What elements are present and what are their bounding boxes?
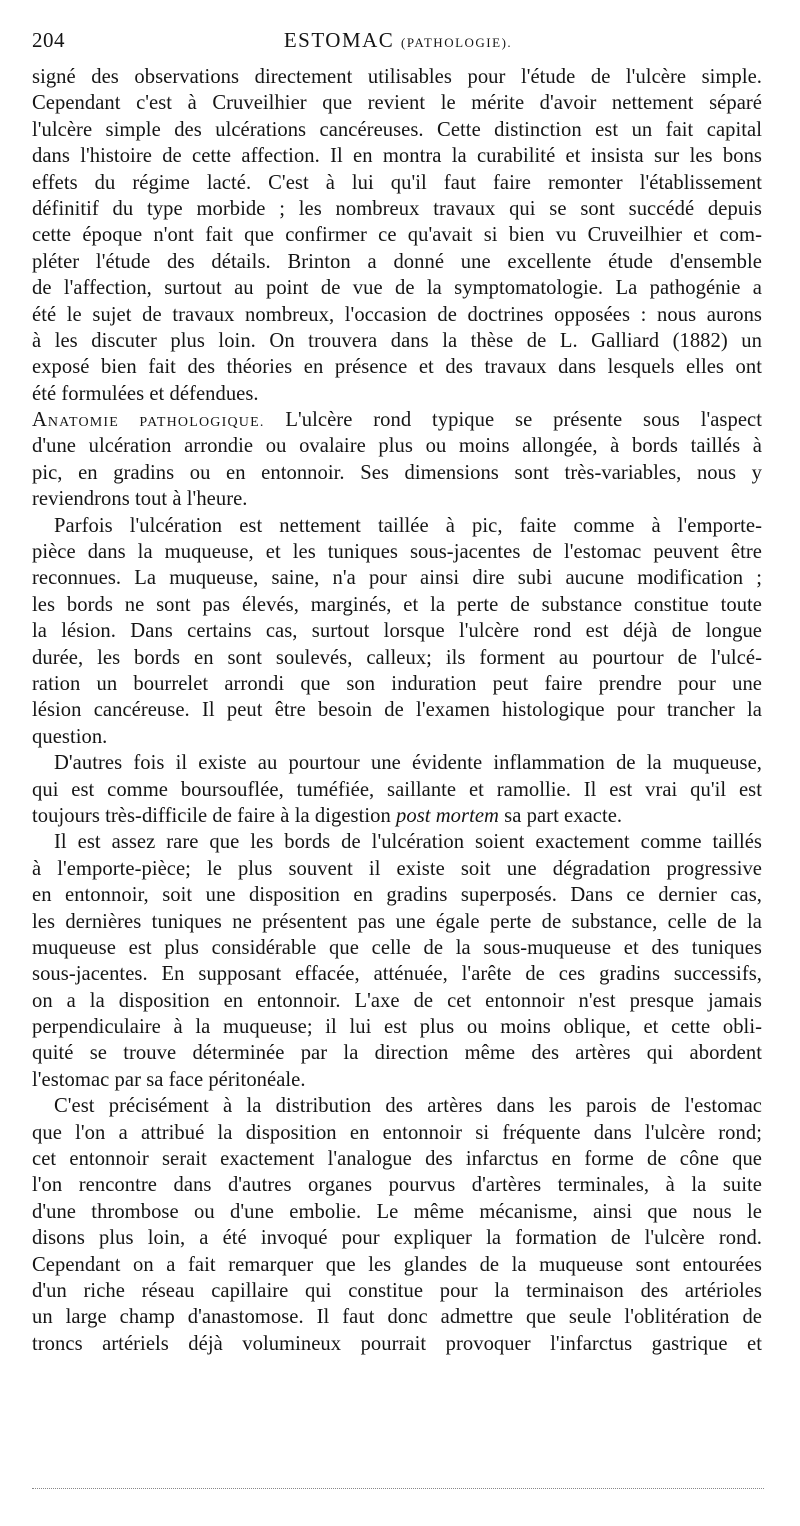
text-line: pléter l'étude des détails. Brinton a donné une excellente étude d'ensemble: [32, 250, 762, 273]
text-line: question.: [32, 725, 108, 748]
italic-phrase: post mortem: [396, 804, 499, 827]
text-line: un large champ d'anastomose. Il faut donc admettre que seule l'oblitération de: [32, 1306, 762, 1329]
text-line: quité se trouve déterminée par la direction même des artères qui abordent: [32, 1042, 762, 1065]
text-line: sous-jacentes. En supposant effacée, atténuée, l'arête de ces gradins successifs,: [32, 963, 762, 986]
page-number: 204: [32, 28, 65, 52]
text-line: lésion cancéreuse. Il peut être besoin de l'examen histologique pour trancher la: [32, 699, 762, 722]
line-text: L'ulcère rond typique se présente sous l'aspect: [264, 409, 762, 432]
running-head-title: ESTOMAC: [283, 28, 395, 52]
text-line: Cependant on a fait remarquer que les glandes de la muqueuse sont entourées: [32, 1253, 762, 1276]
text-line: muqueuse est plus considérable que celle de la sous-muqueuse et des tuniques: [32, 936, 762, 959]
text-line: Cependant c'est à Cruveilhier que revient le mérite d'avoir nettement séparé: [32, 92, 762, 115]
text-line: on a la disposition en entonnoir. L'axe de cet entonnoir n'est presque jamais: [32, 989, 762, 1012]
text-line: Il est assez rare que les bords de l'ulcération soient exactement comme taillés: [54, 831, 762, 854]
text-line: durée, les bords en sont soulevés, calleux; ils forment au pourtour de l'ulcé-: [32, 646, 762, 669]
text-line: C'est précisément à la distribution des artères dans les parois de l'estomac: [54, 1095, 762, 1118]
body-text: [32, 64, 762, 1357]
text-line: les dernières tuniques ne présentent pas une égale perte de substance, celle de la: [32, 910, 762, 933]
text-line: à les discuter plus loin. On trouvera dans la thèse de L. Galliard (1882) un: [32, 329, 762, 352]
text-line: que l'on a attribué la disposition en entonnoir si fréquente dans l'ulcère rond;: [32, 1121, 762, 1144]
text-line: définitif du type morbide ; les nombreux travaux qui se sont succédé depuis: [32, 197, 762, 220]
line-text: toujours très-difficile de faire à la digestion: [32, 804, 397, 827]
text-line: dans l'histoire de cette affection. Il en montra la curabilité et insista sur les bons: [32, 145, 762, 168]
text-line: l'estomac par sa face péritonéale.: [32, 1068, 306, 1091]
text-line: les bords ne sont pas élevés, marginés, et la perte de substance constitue toute: [32, 593, 762, 616]
text-line: été le sujet de travaux nombreux, l'occasion de doctrines opposées : nous aurons: [32, 303, 762, 326]
text-line: d'une ulcération arrondie ou ovalaire plus ou moins allongée, à bords taillés à: [32, 435, 762, 458]
section-heading-initial: A: [32, 409, 48, 432]
text-line: reviendrons tout à l'heure.: [32, 488, 248, 511]
text-line: D'autres fois il existe au pourtour une évidente inflammation de la muqueuse,: [54, 752, 762, 775]
running-head: [32, 28, 764, 53]
text-line: l'ulcère simple des ulcérations cancéreuses. Cette distinction est un fait capital: [32, 118, 762, 141]
section-heading: NATOMIE PATHOLOGIQUE.: [47, 415, 265, 431]
text-line: perpendiculaire à la muqueuse; il lui est plus ou moins oblique, et cette obli-: [32, 1016, 762, 1039]
text-line: reconnues. La muqueuse, saine, n'a pour ainsi dire subi aucune modification ;: [32, 567, 762, 590]
text-line: cette époque n'ont fait que confirmer ce qu'avait si bien vu Cruveilhier et com-: [32, 224, 762, 247]
text-line: la lésion. Dans certains cas, surtout lorsque l'ulcère rond est déjà de longue: [32, 620, 762, 643]
text-line: exposé bien fait des théories en présence et des travaux dans lesquels elles ont: [32, 356, 762, 379]
text-line: disons plus loin, a été invoqué pour expliquer la formation de l'ulcère rond.: [32, 1227, 762, 1250]
text-line: Parfois l'ulcération est nettement taillée à pic, faite comme à l'emporte-: [54, 514, 762, 537]
text-line: l'on rencontre dans d'autres organes pourvus d'artères terminales, à la suite: [32, 1174, 762, 1197]
text-line: effets du régime lacté. C'est à lui qu'il faut faire remonter l'établissement: [32, 171, 762, 194]
text-line: troncs artériels déjà volumineux pourrait provoquer l'infarctus gastrique et: [32, 1332, 762, 1355]
text-line: en entonnoir, soit une disposition en gradins superposés. Dans ce dernier cas,: [32, 884, 762, 907]
text-line: de l'affection, surtout au point de vue de la symptomatologie. La pathogénie a: [32, 277, 762, 300]
text-line: à l'emporte-pièce; le plus souvent il existe soit une dégradation progressive: [32, 857, 762, 880]
running-head-subtitle: (PATHOLOGIE).: [401, 35, 513, 50]
text-line: [32, 803, 762, 829]
text-line: été formulées et défendues.: [32, 382, 259, 405]
text-line: ration un bourrelet arrondi que son induration peut faire prendre pour une: [32, 672, 762, 695]
footer-dotted-rule: [32, 1488, 764, 1489]
text-line: d'un riche réseau capillaire qui constitue pour la terminaison des artérioles: [32, 1279, 762, 1302]
text-line: cet entonnoir serait exactement l'analogue des infarctus en forme de cône que: [32, 1148, 762, 1171]
text-line: pic, en gradins ou en entonnoir. Ses dimensions sont très-variables, nous y: [32, 461, 762, 484]
text-line: pièce dans la muqueuse, et les tuniques sous-jacentes de l'estomac peuvent être: [32, 541, 762, 564]
text-line: d'une thrombose ou d'une embolie. Le même mécanisme, ainsi que nous le: [32, 1200, 762, 1223]
text-line: qui est comme boursouflée, tuméfiée, saillante et ramollie. Il est vrai qu'il est: [32, 778, 762, 801]
text-line: [32, 407, 762, 433]
page-header: [32, 28, 764, 58]
text-line: signé des observations directement utilisables pour l'étude de l'ulcère simple.: [32, 66, 762, 88]
line-text: sa part exacte.: [498, 804, 623, 827]
